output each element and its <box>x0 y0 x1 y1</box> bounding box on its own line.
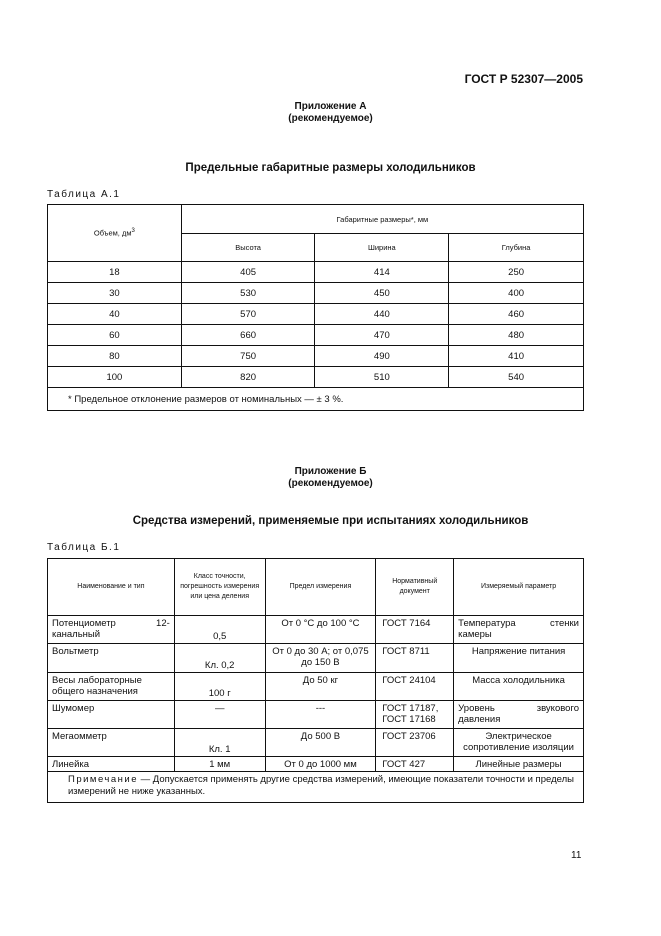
cell-width: 470 <box>315 325 449 346</box>
cell-range: --- <box>265 701 376 729</box>
cell-name: Мегаомметр <box>48 729 175 757</box>
cell-volume: 40 <box>48 304 182 325</box>
col-header-depth: Глубина <box>449 234 584 262</box>
col-header-dimensions: Габаритные размеры*, мм <box>181 205 583 234</box>
cell-volume: 60 <box>48 325 182 346</box>
appendix-b-subtitle: (рекомендуемое) <box>288 478 373 489</box>
table-row <box>48 701 584 729</box>
cell-height: 530 <box>181 283 315 304</box>
cell-height: 660 <box>181 325 315 346</box>
table-row <box>48 283 584 304</box>
cell-depth: 250 <box>449 262 584 283</box>
cell-volume: 100 <box>48 367 182 388</box>
document-code: ГОСТ Р 52307—2005 <box>464 72 583 86</box>
cell-depth: 400 <box>449 283 584 304</box>
cell-width: 414 <box>315 262 449 283</box>
col-header-accuracy: Класс точности, погрешность измерения или цена деления <box>174 559 265 616</box>
table-b1-label: Таблица Б.1 <box>47 542 121 553</box>
cell-parameter: Масса холодильника <box>454 673 584 701</box>
table-row <box>48 325 584 346</box>
cell-range: От 0 до 1000 мм <box>265 757 376 772</box>
appendix-b-heading <box>0 466 661 490</box>
appendix-a-subtitle: (рекомендуемое) <box>288 113 373 124</box>
cell-width: 490 <box>315 346 449 367</box>
cell-name: Потенциометр 12-канальный <box>48 616 175 644</box>
table-a1-footnote: * Предельное отклонение размеров от номинальных — ± 3 %. <box>48 388 584 411</box>
col-header-volume: Объем, $дм^3$ <box>48 205 182 262</box>
col-header-parameter: Измеряемый параметр <box>454 559 584 616</box>
cell-volume: 18 <box>48 262 182 283</box>
cell-volume: 80 <box>48 346 182 367</box>
cell-name: Весы лабораторные общего назначения <box>48 673 175 701</box>
col-header-height: Высота <box>181 234 315 262</box>
table-b1 <box>47 558 584 803</box>
col-header-name: Наименование и тип <box>48 559 175 616</box>
cell-height: 820 <box>181 367 315 388</box>
cell-accuracy: — <box>174 701 265 729</box>
table-row <box>48 673 584 701</box>
table-row <box>48 757 584 772</box>
cell-volume: 30 <box>48 283 182 304</box>
cell-accuracy: Кл. 1 <box>174 729 265 757</box>
cell-document: ГОСТ 7164 <box>376 616 454 644</box>
page-number: 11 <box>571 850 582 861</box>
cell-name: Шумомер <box>48 701 175 729</box>
cell-parameter: Линейные размеры <box>454 757 584 772</box>
appendix-a-title: Приложение А <box>294 101 367 112</box>
cell-width: 450 <box>315 283 449 304</box>
cell-height: 405 <box>181 262 315 283</box>
cell-depth: 460 <box>449 304 584 325</box>
cell-accuracy: 100 г <box>174 673 265 701</box>
cell-accuracy: 1 мм <box>174 757 265 772</box>
table-row <box>48 304 584 325</box>
cell-range: До 50 кг <box>265 673 376 701</box>
cell-document: ГОСТ 427 <box>376 757 454 772</box>
cell-parameter: Температура стенки камеры <box>454 616 584 644</box>
appendix-a-heading <box>0 101 661 125</box>
cell-width: 510 <box>315 367 449 388</box>
cell-accuracy: 0,5 <box>174 616 265 644</box>
cell-height: 750 <box>181 346 315 367</box>
table-a1-label: Таблица А.1 <box>47 189 121 200</box>
cell-document: ГОСТ 17187, ГОСТ 17168 <box>376 701 454 729</box>
cell-name: Вольтметр <box>48 644 175 673</box>
table-row <box>48 729 584 757</box>
cell-parameter: Уровень звукового давления <box>454 701 584 729</box>
col-header-width: Ширина <box>315 234 449 262</box>
table-row <box>48 644 584 673</box>
note-text: — Допускается применять другие средства измерений, имеющие показатели точности и пределы измерений не ниже указанных. <box>68 774 574 797</box>
col-header-document: Нормативный документ <box>376 559 454 616</box>
cell-parameter: Электрическое сопротивление изоляции <box>454 729 584 757</box>
cell-document: ГОСТ 24104 <box>376 673 454 701</box>
table-row <box>48 616 584 644</box>
cell-range: До 500 В <box>265 729 376 757</box>
table-a1 <box>47 204 584 411</box>
table-b1-note <box>48 772 584 803</box>
cell-width: 440 <box>315 304 449 325</box>
cell-parameter: Напряжение питания <box>454 644 584 673</box>
cell-document: ГОСТ 8711 <box>376 644 454 673</box>
note-label: Примечание <box>68 774 138 785</box>
cell-name: Линейка <box>48 757 175 772</box>
cell-document: ГОСТ 23706 <box>376 729 454 757</box>
appendix-a-section-title: Предельные габаритные размеры холодильников <box>185 162 476 174</box>
cell-range: От 0 до 30 А; от 0,075 до 150 В <box>265 644 376 673</box>
cell-depth: 480 <box>449 325 584 346</box>
cell-accuracy: Кл. 0,2 <box>174 644 265 673</box>
cell-depth: 540 <box>449 367 584 388</box>
col-header-range: Предел измерения <box>265 559 376 616</box>
table-row <box>48 262 584 283</box>
cell-depth: 410 <box>449 346 584 367</box>
table-row <box>48 367 584 388</box>
cell-height: 570 <box>181 304 315 325</box>
appendix-b-title: Приложение Б <box>294 466 367 477</box>
table-row <box>48 346 584 367</box>
appendix-b-section-title: Средства измерений, применяемые при испытаниях холодильников <box>132 515 529 527</box>
cell-range: От 0 °С до 100 °С <box>265 616 376 644</box>
